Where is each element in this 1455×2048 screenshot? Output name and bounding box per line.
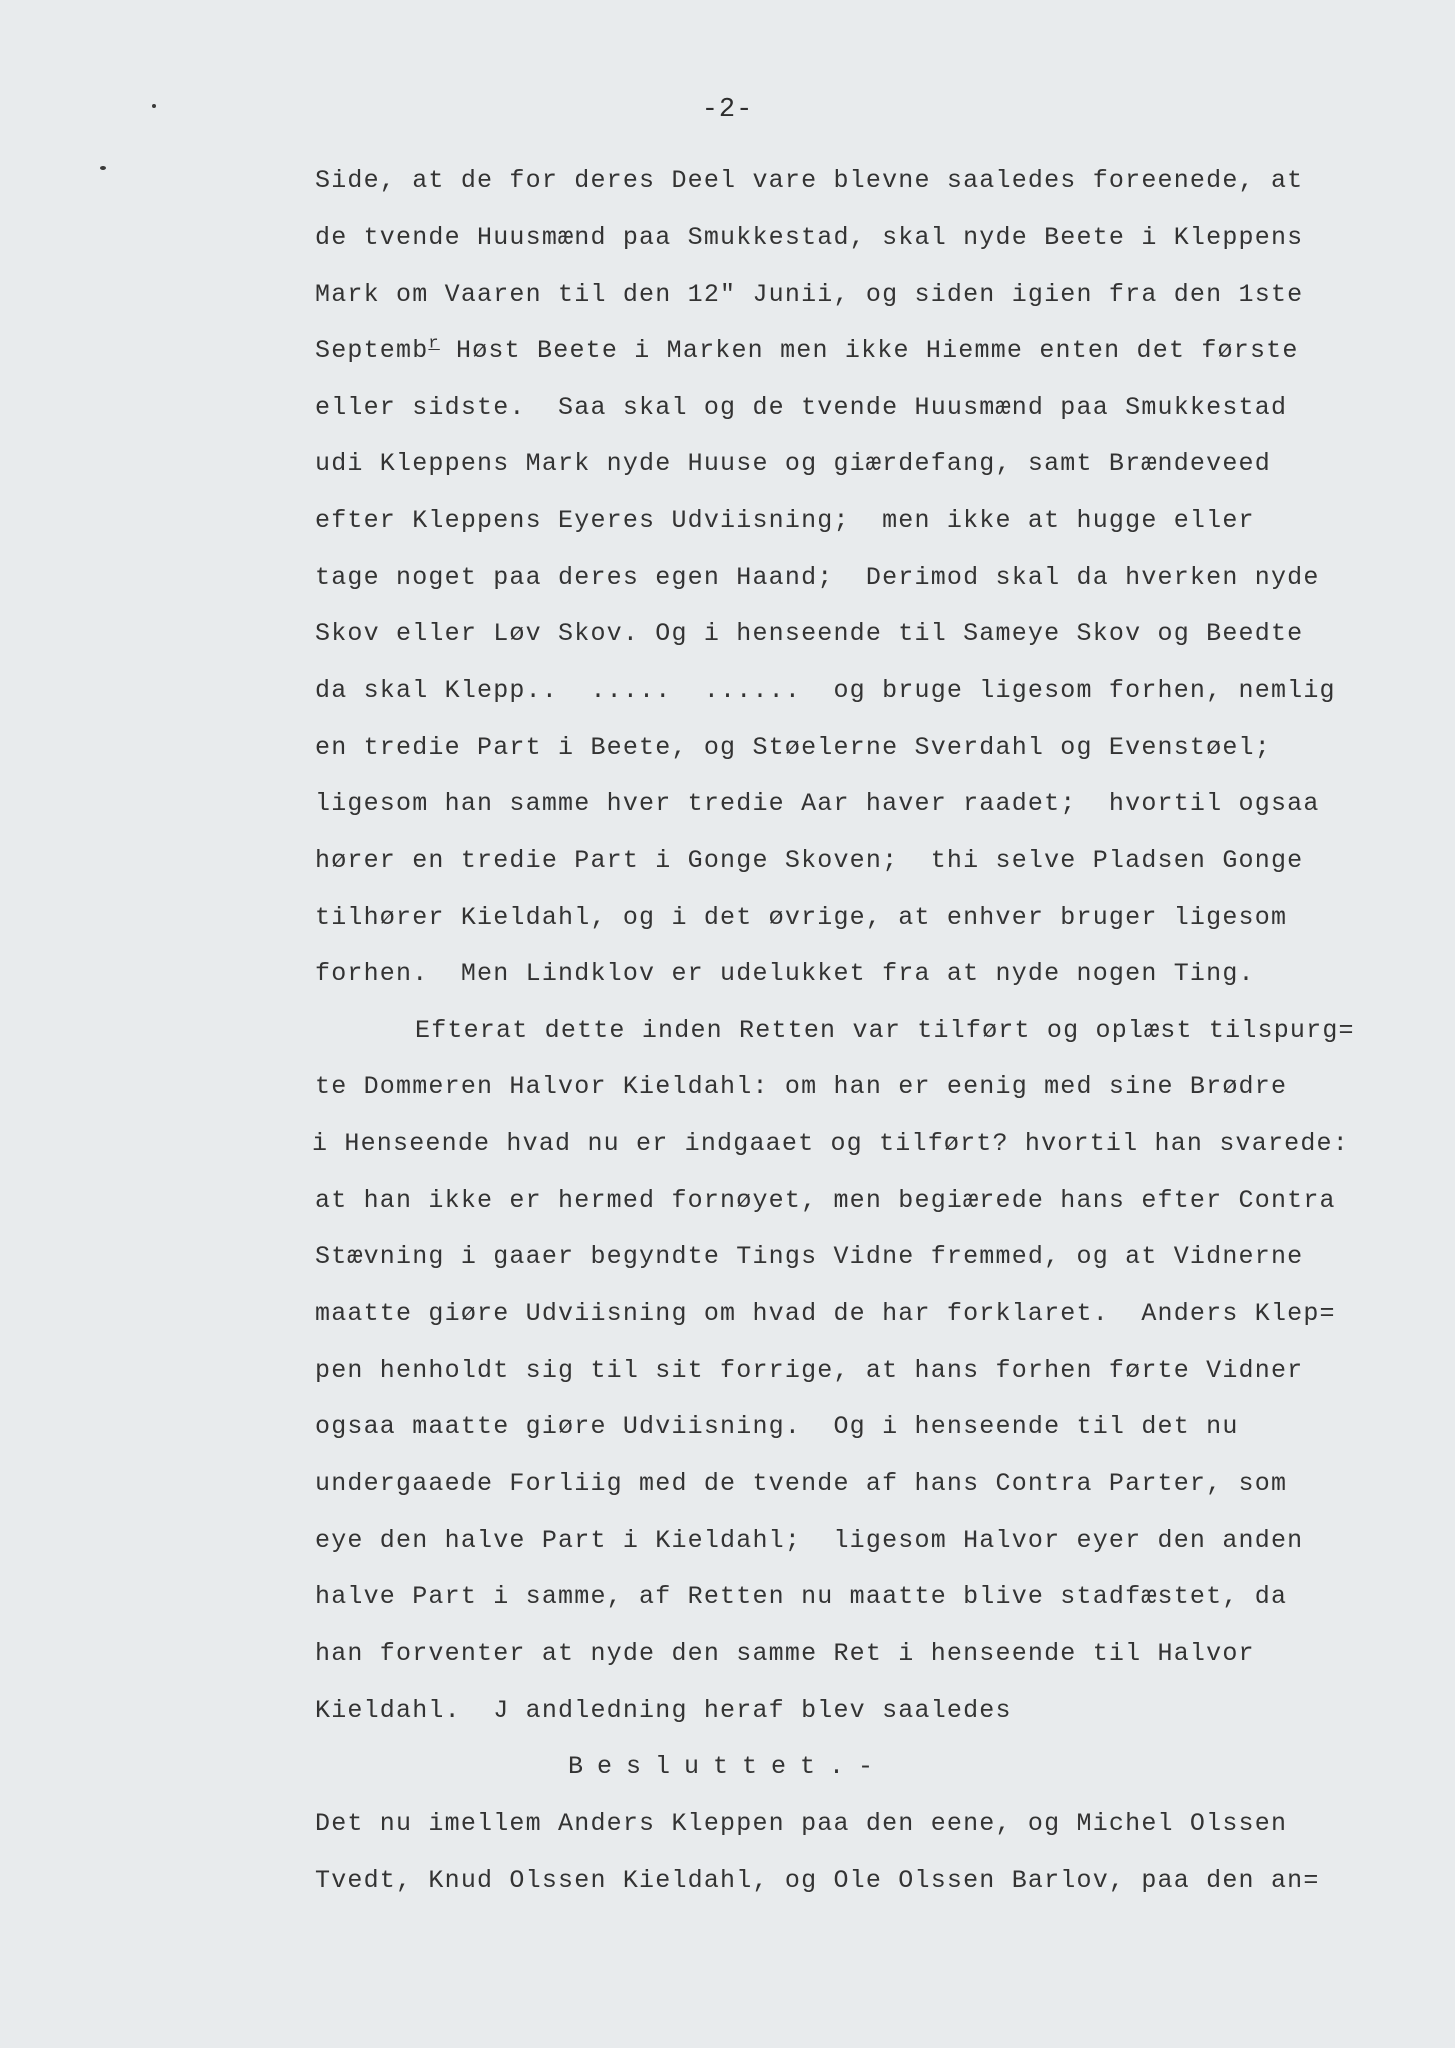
superscript-r: r — [428, 334, 440, 354]
margin-speck — [100, 166, 106, 170]
text-line: ligesom han samme hver tredie Aar haver raadet; hvortil ogsaa — [315, 789, 1320, 818]
text-line: Det nu imellem Anders Kleppen paa den eene, og Michel Olssen — [315, 1809, 1288, 1838]
text-line: te Dommeren Halvor Kieldahl: om han er eenig med sine Brødre — [315, 1072, 1288, 1101]
text-line: Kieldahl. J andledning heraf blev saaledes — [315, 1696, 1012, 1725]
heading-text: Besluttet.- — [567, 1752, 888, 1781]
page-number: -2- — [701, 95, 754, 125]
text-line: efter Kleppens Eyeres Udviisning; men ikke at hugge eller — [315, 506, 1255, 535]
section-heading — [0, 1752, 1455, 1782]
text-line — [315, 336, 1299, 366]
september-abbrev: Septemb — [315, 336, 429, 365]
text-line: ogsaa maatte giøre Udviisning. Og i henseende til det nu — [315, 1412, 1239, 1441]
text-line: Mark om Vaaren til den 12" Junii, og siden igien fra den 1ste — [315, 280, 1304, 309]
text-line: Side, at de for deres Deel vare blevne saaledes foreenede, at — [315, 166, 1304, 195]
text-line: eller sidste. Saa skal og de tvende Huusmænd paa Smukkestad — [315, 393, 1288, 422]
text-line: maatte giøre Udviisning om hvad de har forklaret. Anders Klep= — [315, 1299, 1336, 1328]
text-line: de tvende Huusmænd paa Smukkestad, skal nyde Beete i Kleppens — [315, 223, 1304, 252]
text-line: Efterat dette inden Retten var tilført og oplæst tilspurg= — [415, 1016, 1355, 1045]
text-line: han forventer at nyde den samme Ret i henseende til Halvor — [315, 1639, 1255, 1668]
text-line: udi Kleppens Mark nyde Huuse og giærdefang, samt Brændeveed — [315, 449, 1271, 478]
text-line: Tvedt, Knud Olssen Kieldahl, og Ole Olssen Barlov, paa den an= — [315, 1866, 1320, 1895]
text-line: en tredie Part i Beete, og Støelerne Sverdahl og Evenstøel; — [315, 733, 1271, 762]
text-line: forhen. Men Lindklov er udelukket fra at nyde nogen Ting. — [315, 959, 1255, 988]
text-line: pen henholdt sig til sit forrige, at hans forhen førte Vidner — [315, 1356, 1304, 1385]
text-line: da skal Klepp.. ..... ...... og bruge ligesom forhen, nemlig — [315, 676, 1336, 705]
text-line: Skov eller Løv Skov. Og i henseende til Sameye Skov og Beedte — [315, 619, 1304, 648]
text-line: undergaaede Forliig med de tvende af hans Contra Parter, som — [315, 1469, 1288, 1498]
text-line: at han ikke er hermed fornøyet, men begiærede hans efter Contra — [315, 1186, 1336, 1215]
text-line: i Henseende hvad nu er indgaaet og tilført? hvortil han svarede: — [312, 1129, 1349, 1158]
text-line: halve Part i samme, af Retten nu maatte blive stadfæstet, da — [315, 1582, 1288, 1611]
text-line: tilhører Kieldahl, og i det øvrige, at enhver bruger ligesom — [315, 903, 1288, 932]
text-line: eye den halve Part i Kieldahl; ligesom Halvor eyer den anden — [315, 1526, 1304, 1555]
text-line-rest: Høst Beete i Marken men ikke Hiemme enten det første — [456, 336, 1299, 365]
text-line: hører en tredie Part i Gonge Skoven; thi selve Pladsen Gonge — [315, 846, 1304, 875]
text-line: Stævning i gaaer begyndte Tings Vidne fremmed, og at Vidnerne — [315, 1242, 1304, 1271]
text-line: tage noget paa deres egen Haand; Derimod skal da hverken nyde — [315, 563, 1320, 592]
